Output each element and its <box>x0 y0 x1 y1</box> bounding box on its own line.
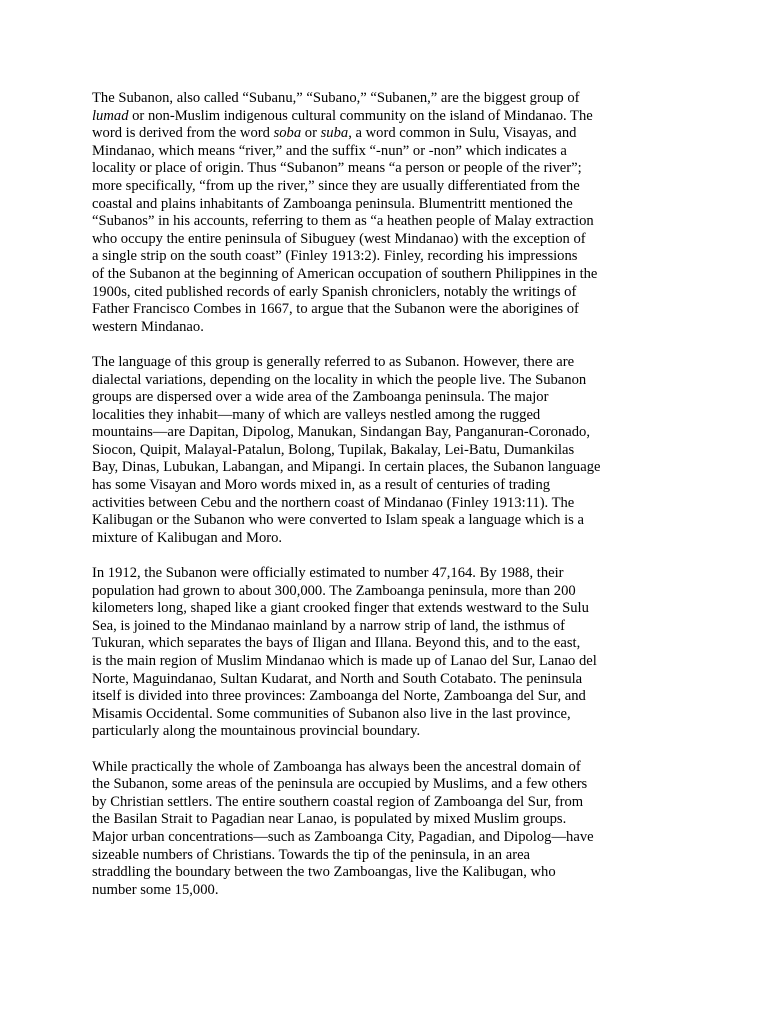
text-line <box>92 372 632 390</box>
paragraph <box>92 565 632 741</box>
text-line <box>92 618 632 636</box>
text-run: Siocon, Quipit, Malayal-Patalun, Bolong, Tupilak, Bakalay, Lei-Batu, Dumankilas <box>92 441 575 458</box>
text-run: 1900s, cited published records of early Spanish chroniclers, notably the writings of <box>92 283 577 300</box>
text-line <box>92 301 632 319</box>
text-line <box>92 196 632 214</box>
text-line <box>92 671 632 689</box>
text-line <box>92 213 632 231</box>
text-line <box>92 442 632 460</box>
text-line <box>92 178 632 196</box>
text-run: is the main region of Muslim Mindanao which is made up of Lanao del Sur, Lanao del <box>92 653 597 669</box>
text-line <box>92 653 632 671</box>
text-run: western Mindanao. <box>92 318 204 335</box>
text-run: Bay, Dinas, Lubukan, Labangan, and Mipangi. In certain places, the Subanon language <box>92 459 601 476</box>
text-line <box>92 847 632 865</box>
text-run: the Subanon, some areas of the peninsula are occupied by Muslims, and a few others <box>92 776 588 793</box>
text-line <box>92 600 632 618</box>
text-run: Sea, is joined to the Mindanao mainland by a narrow strip of land, the isthmus of <box>92 617 565 634</box>
text-line <box>92 776 632 794</box>
text-line <box>92 829 632 847</box>
text-run: particularly along the mountainous provincial boundary. <box>92 723 421 740</box>
text-line <box>92 160 632 178</box>
text-line <box>92 143 632 161</box>
text-line <box>92 688 632 706</box>
text-run: by Christian settlers. The entire southern coastal region of Zamboanga del Sur, from <box>92 793 584 810</box>
text-line <box>92 882 632 900</box>
text-line <box>92 284 632 302</box>
text-run: kilometers long, shaped like a giant crooked finger that extends westward to the Sulu <box>92 600 589 617</box>
text-line <box>92 266 632 284</box>
text-line <box>92 108 632 126</box>
text-run: of the Subanon at the beginning of American occupation of southern Philippines in the <box>92 265 598 282</box>
text-run: straddling the boundary between the two Zamboangas, live the Kalibugan, who <box>92 864 556 881</box>
text-run: number some 15,000. <box>92 881 219 898</box>
text-line <box>92 125 632 143</box>
text-line <box>92 477 632 495</box>
text-line <box>92 389 632 407</box>
text-line <box>92 794 632 812</box>
italic-text: soba <box>273 125 302 142</box>
text-run: or non-Muslim indigenous cultural community on the island of Mindanao. The <box>128 107 593 124</box>
text-run: Mindanao, which means “river,” and the suffix “-nun” or -non” which indicates a <box>92 142 567 159</box>
text-run: The Subanon, also called “Subanu,” “Subano,” “Subanen,” are the biggest group of <box>92 90 580 106</box>
text-line <box>92 319 632 337</box>
text-line <box>92 635 632 653</box>
text-run: Major urban concentrations—such as Zamboanga City, Pagadian, and Dipolog—have <box>92 828 594 845</box>
text-run: the Basilan Strait to Pagadian near Lanao, is populated by mixed Muslim groups. <box>92 811 567 828</box>
paragraph <box>92 90 632 336</box>
text-line <box>92 459 632 477</box>
document-body <box>92 90 632 917</box>
text-run: more specifically, “from up the river,” since they are usually differentiated from the <box>92 177 580 194</box>
text-run: sizeable numbers of Christians. Towards the tip of the peninsula, in an area <box>92 846 531 863</box>
text-run: itself is divided into three provinces: Zamboanga del Norte, Zamboanga del Sur, and <box>92 688 586 705</box>
text-run: While practically the whole of Zamboanga has always been the ancestral domain of <box>92 758 581 775</box>
text-run: In 1912, the Subanon were officially estimated to number 47,164. By 1988, their <box>92 565 564 582</box>
text-run: or <box>301 125 321 142</box>
text-run: , a word common in Sulu, Visayas, and <box>348 125 577 142</box>
text-line <box>92 723 632 741</box>
text-run: Misamis Occidental. Some communities of Subanon also live in the last province, <box>92 705 571 722</box>
text-line <box>92 706 632 724</box>
text-run: locality or place of origin. Thus “Subanon” means “a person or people of the river”; <box>92 160 582 177</box>
text-run: Tukuran, which separates the bays of Iligan and Illana. Beyond this, and to the east, <box>92 635 581 652</box>
text-line <box>92 512 632 530</box>
text-line <box>92 354 632 372</box>
text-line <box>92 90 632 108</box>
text-line <box>92 759 632 777</box>
italic-text: lumad <box>92 107 129 124</box>
paragraph <box>92 354 632 548</box>
text-run: Kalibugan or the Subanon who were converted to Islam speak a language which is a <box>92 512 584 529</box>
text-line <box>92 248 632 266</box>
paragraph <box>92 759 632 900</box>
text-line <box>92 424 632 442</box>
text-line <box>92 495 632 513</box>
text-line <box>92 407 632 425</box>
text-run: a single strip on the south coast” (Finley 1913:2). Finley, recording his impressions <box>92 248 578 265</box>
text-run: population had grown to about 300,000. The Zamboanga peninsula, more than 200 <box>92 582 576 599</box>
text-run: The language of this group is generally referred to as Subanon. However, there are <box>92 353 575 370</box>
text-line <box>92 864 632 882</box>
text-run: Father Francisco Combes in 1667, to argue that the Subanon were the aborigines of <box>92 301 579 318</box>
text-run: mountains—are Dapitan, Dipolog, Manukan, Sindangan Bay, Panganuran-Coronado, <box>92 424 590 441</box>
text-run: word is derived from the word <box>92 125 274 142</box>
text-run: mixture of Kalibugan and Moro. <box>92 529 283 546</box>
text-run: activities between Cebu and the northern coast of Mindanao (Finley 1913:11). The <box>92 494 575 511</box>
text-line <box>92 583 632 601</box>
text-run: coastal and plains inhabitants of Zamboanga peninsula. Blumentritt mentioned the <box>92 195 573 212</box>
text-run: dialectal variations, depending on the locality in which the people live. The Subanon <box>92 371 587 388</box>
text-run: localities they inhabit—many of which are valleys nestled among the rugged <box>92 406 541 423</box>
text-line <box>92 231 632 249</box>
text-line <box>92 811 632 829</box>
text-run: “Subanos” in his accounts, referring to them as “a heathen people of Malay extraction <box>92 213 594 230</box>
text-line <box>92 530 632 548</box>
text-run: has some Visayan and Moro words mixed in, as a result of centuries of trading <box>92 477 551 494</box>
text-run: who occupy the entire peninsula of Sibuguey (west Mindanao) with the exception of <box>92 230 586 247</box>
italic-text: suba <box>320 125 349 142</box>
text-line <box>92 565 632 583</box>
text-run: Norte, Maguindanao, Sultan Kudarat, and North and South Cotabato. The peninsula <box>92 670 583 687</box>
text-run: groups are dispersed over a wide area of the Zamboanga peninsula. The major <box>92 389 549 406</box>
